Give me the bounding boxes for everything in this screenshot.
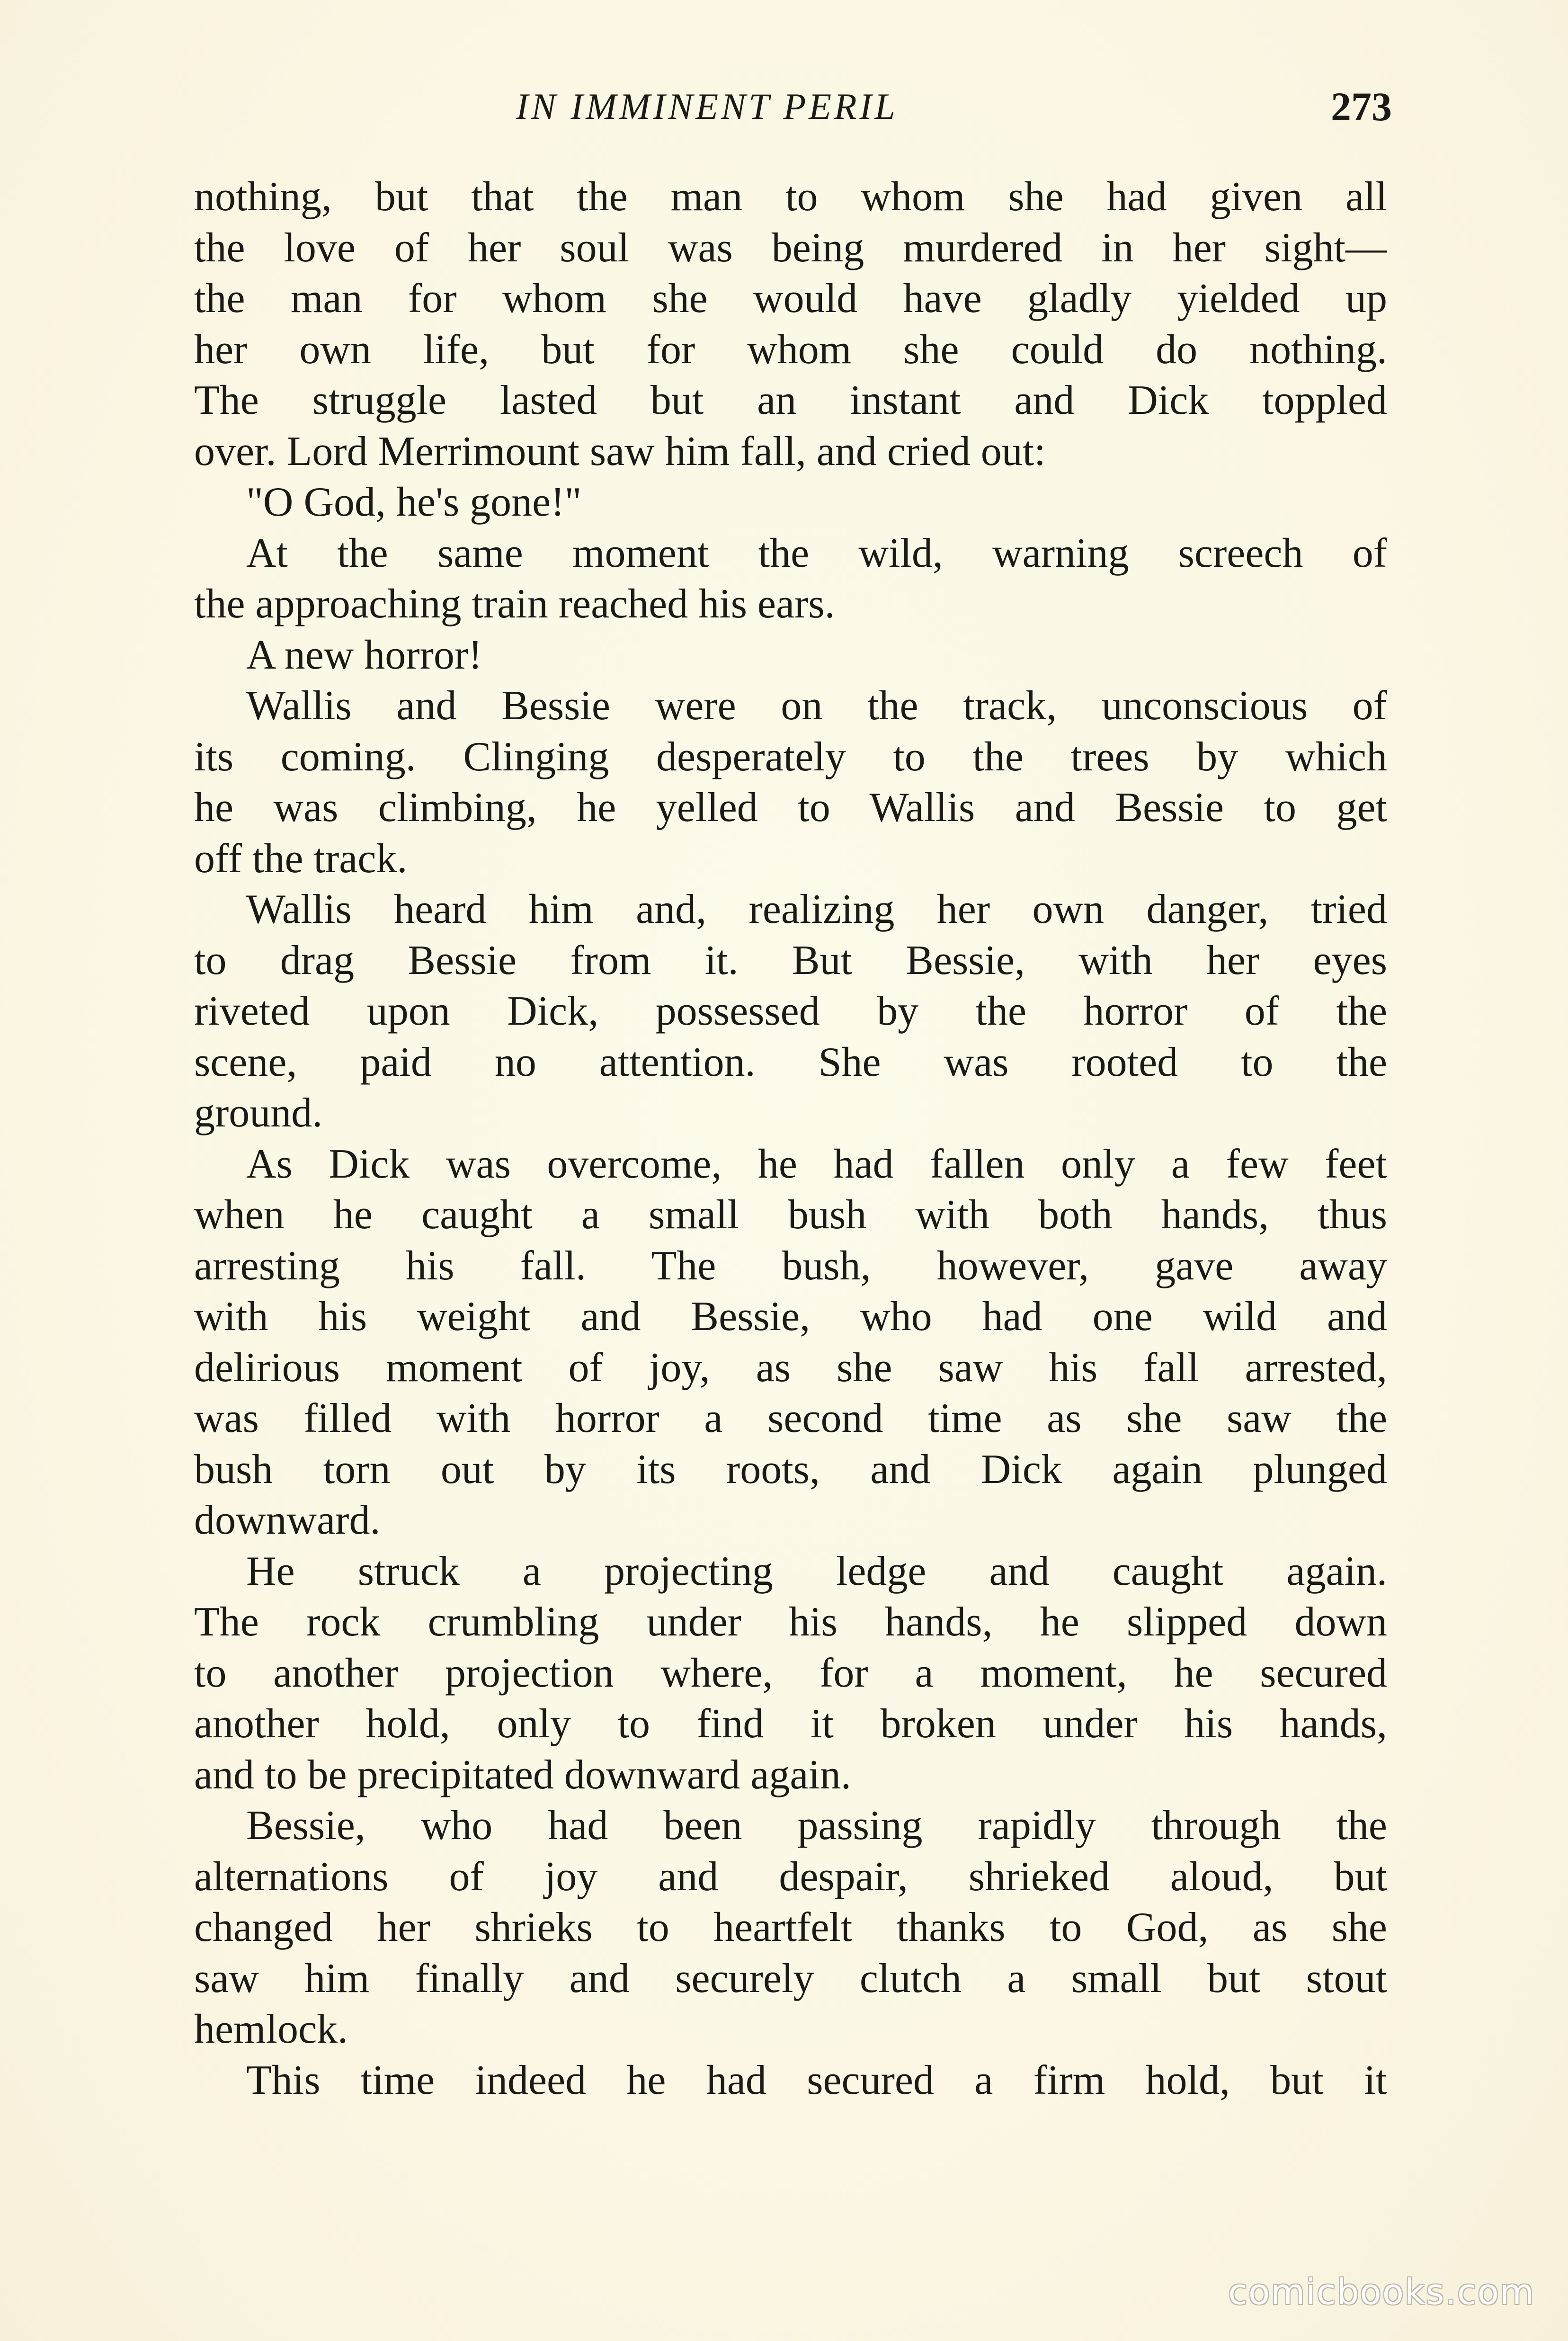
text-line: "O God, he's gone!": [246, 479, 582, 525]
text-line: alternations of joy and despair, shrieked aloud, but: [194, 1853, 1387, 1900]
text-line: Wallis heard him and, realizing her own danger, tried: [246, 886, 1387, 932]
body-text: [194, 171, 1387, 2106]
text-line: He struck a projecting ledge and caught again.: [246, 1548, 1387, 1594]
text-line: another hold, only to find it broken under his hands,: [194, 1701, 1387, 1747]
text-line: delirious moment of joy, as she saw his fall arrested,: [194, 1344, 1387, 1391]
running-title: IN IMMINENT PERIL: [516, 86, 898, 127]
text-line: The rock crumbling under his hands, he slipped down: [194, 1599, 1387, 1645]
text-line: arresting his fall. The bush, however, gave away: [194, 1242, 1387, 1289]
text-line: nothing, but that the man to whom she had given all: [194, 174, 1387, 220]
text-line: over. Lord Merrimount saw him fall, and cried out:: [194, 428, 1046, 474]
text-line: was filled with horror a second time as she saw the: [194, 1395, 1387, 1441]
text-line: the man for whom she would have gladly yielded up: [194, 276, 1387, 322]
text-line: with his weight and Bessie, who had one wild and: [194, 1294, 1387, 1340]
text-line: to drag Bessie from it. But Bessie, with her eyes: [194, 937, 1387, 983]
running-head: [194, 80, 1392, 133]
text-line: hemlock.: [194, 2006, 348, 2052]
text-line: its coming. Clinging desperately to the trees by which: [194, 733, 1387, 780]
text-line: her own life, but for whom she could do nothing.: [194, 326, 1387, 373]
text-line: The struggle lasted but an instant and Dick toppled: [194, 377, 1387, 423]
text-line: saw him finally and securely clutch a small but stout: [194, 1955, 1387, 2001]
text-line: to another projection where, for a moment, he secured: [194, 1650, 1387, 1696]
text-line: Wallis and Bessie were on the track, unconscious of: [246, 683, 1387, 729]
text-line: As Dick was overcome, he had fallen only a few feet: [246, 1141, 1387, 1187]
text-line: when he caught a small bush with both hands, thus: [194, 1192, 1387, 1238]
text-line: Bessie, who had been passing rapidly through the: [246, 1803, 1387, 1849]
text-line: scene, paid no attention. She was rooted to the: [194, 1039, 1387, 1085]
text-line: downward.: [194, 1497, 381, 1543]
text-line: he was climbing, he yelled to Wallis and Bessie to get: [194, 785, 1387, 831]
text-line: bush torn out by its roots, and Dick again plunged: [194, 1446, 1387, 1492]
text-line: ground.: [194, 1090, 323, 1136]
text-line: off the track.: [194, 835, 408, 882]
text-line: A new horror!: [246, 632, 482, 678]
text-line: This time indeed he had secured a firm hold, but it: [246, 2057, 1387, 2103]
watermark: comicbooks.com: [1228, 2272, 1535, 2313]
text-line: and to be precipitated downward again.: [194, 1751, 851, 1798]
text-line: the approaching train reached his ears.: [194, 581, 835, 627]
text-line: At the same moment the wild, warning screech of: [246, 530, 1387, 576]
text-line: riveted upon Dick, possessed by the horror of the: [194, 988, 1387, 1034]
page-number: 273: [1331, 84, 1392, 129]
text-line: changed her shrieks to heartfelt thanks to God, as she: [194, 1904, 1387, 1950]
text-line: the love of her soul was being murdered in her sight—: [194, 224, 1387, 271]
